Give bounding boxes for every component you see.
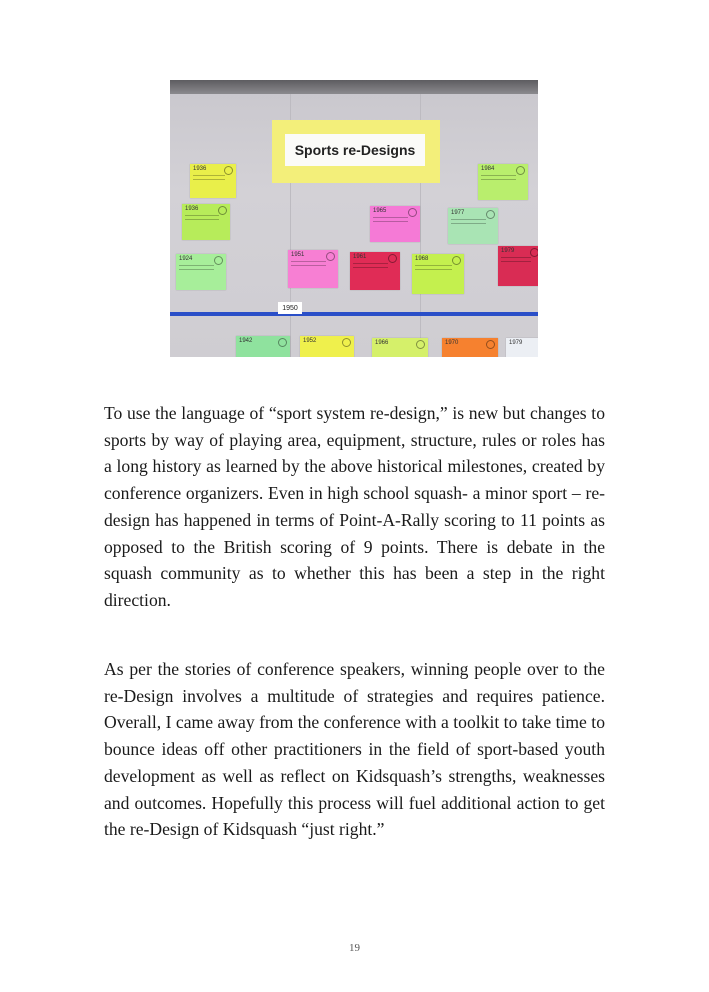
card-year: 1970 <box>445 340 459 346</box>
card-emblem-icon <box>326 252 335 261</box>
card-year: 1961 <box>353 254 367 260</box>
banner-title: Sports re-Designs <box>285 134 425 166</box>
milestone-card-6 <box>412 254 464 294</box>
milestone-card-14 <box>506 338 538 357</box>
card-year: 1965 <box>373 208 387 214</box>
card-emblem-icon <box>516 166 525 175</box>
card-emblem-icon <box>530 248 538 257</box>
card-emblem-icon <box>452 256 461 265</box>
milestone-card-1 <box>182 204 230 240</box>
card-year: 1984 <box>481 166 495 172</box>
card-year: 1968 <box>415 256 429 262</box>
card-year: 1942 <box>239 338 253 344</box>
card-year: 1936 <box>193 166 207 172</box>
card-emblem-icon <box>214 256 223 265</box>
bulletin-board-photo <box>170 80 538 357</box>
milestone-card-12 <box>372 338 428 357</box>
card-emblem-icon <box>408 208 417 217</box>
milestone-card-13 <box>442 338 498 357</box>
card-year: 1924 <box>179 256 193 262</box>
card-year: 1936 <box>185 206 199 212</box>
milestone-card-4 <box>350 252 400 290</box>
paragraph-1: To use the language of “sport system re-design,” is new but changes to sports by way of playing area, equipment, structure, rules or roles has a long history as learned by the above historical milestones, created by conference organizers. Even in high school squash- a minor sport – re-design has happened in terms of Point-A-Rally scoring to 11 points as opposed to the British scoring of 9 points. There is debate in the squash community as to whether this has been a step in the right direction. <box>104 403 605 610</box>
card-emblem-icon <box>486 340 495 349</box>
timeline-tape <box>170 312 538 316</box>
milestone-card-8 <box>478 164 528 200</box>
card-year: 1979 <box>509 340 523 346</box>
card-year: 1977 <box>451 210 465 216</box>
milestone-card-11 <box>300 336 354 357</box>
milestone-card-2 <box>176 254 226 290</box>
paragraph-2: As per the stories of conference speakers, winning people over to the re-Design involves a multitude of strategies and requires patience. Overall, I came away from the conference with a toolkit to take time to bounce ideas off other practitioners in the field of sport-based youth development as well as reflect on Kidsquash’s strengths, weaknesses and outcomes. Hopefully this process will fuel additional action to get the re-Design of Kidsquash “just right.” <box>104 659 605 840</box>
milestone-card-7 <box>448 208 498 244</box>
milestone-card-5 <box>370 206 420 242</box>
card-year: 1952 <box>303 338 317 344</box>
page-number: 19 <box>349 942 360 954</box>
card-emblem-icon <box>342 338 351 347</box>
milestone-card-9 <box>498 246 538 286</box>
milestone-card-0 <box>190 164 236 198</box>
milestone-card-3 <box>288 250 338 288</box>
milestone-card-10 <box>236 336 290 357</box>
card-year: 1966 <box>375 340 389 346</box>
card-emblem-icon <box>388 254 397 263</box>
photo-ceiling-edge <box>170 80 538 94</box>
card-emblem-icon <box>278 338 287 347</box>
banner <box>272 120 440 183</box>
card-year: 1951 <box>291 252 305 258</box>
card-emblem-icon <box>486 210 495 219</box>
card-emblem-icon <box>218 206 227 215</box>
card-emblem-icon <box>416 340 425 349</box>
timeline-label: 1950 <box>278 302 302 314</box>
card-emblem-icon <box>224 166 233 175</box>
card-year: 1979 <box>501 248 515 254</box>
